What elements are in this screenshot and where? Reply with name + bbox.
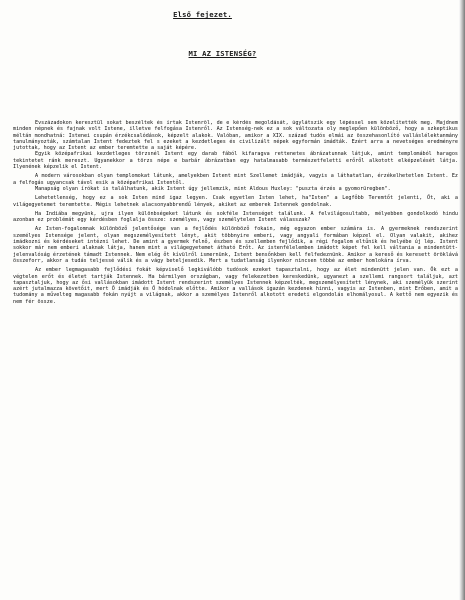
chapter-title: MI AZ ISTENSÉG?	[188, 49, 257, 58]
paragraph: A modern városokban olyan templomokat látunk, amelyekben Istent mint Szellemet imádják, vagyis a láthatatlan, érzékelhetetlen Istent. Ez a felfogás ugyancsak távol esik a középafrikai Istentől.	[13, 173, 458, 186]
paragraph: Manapság olyan írókat is találhatunk, akik Istent úgy jellemzik, mint Aldous Huxley: "puszta érzés a gyomorüregben".	[35, 185, 391, 192]
scan-edge-shadow	[459, 0, 465, 600]
chapter-body	[13, 120, 458, 590]
paragraph: Évszázadokon keresztül sokat beszéltek és írtak Istenről, de e kérdés megoldását, úgylátszik egy lépéssel sem közelítették meg. Majdnem minden népnek és fajnak volt Istene, illetve felfogása Istenről. Az Istenség-nek ez a sok változata oly meglepően különböző, hogy a szkeptikus méltán mondhatná: Istenei csupán érzékcsalódások, képzelt alakok. Valóban, amikor a XIX. század tudós elmái az összehasonlító valláslélektanmány tanulmányozták, számtalan Istent fedeztek fel s ezeket a kezdetleges és civilizált népek egyformán imádták. Ezért arra a nevetséges eredményre jutottak, hogy az Istent az ember teremtette a saját képére.	[13, 120, 458, 152]
chapter-label: Első fejezet.	[173, 10, 232, 19]
paragraph: Ha Indiába megyünk, ujra ilyen különbségeket látunk és sokféle Istenséget találunk. A felvilágosultabb, mélyebben gondolkodó hindu azonban ez problémát egy kérdésben foglalja össze: személyes, vagy személytelen Istent válasszak?	[13, 210, 458, 224]
paragraph: Lehetetlenség, hogy ez a sok Isten mind igaz legyen. Csak egyetlen Isten lehet, ha"Isten" a Legfőbb Teremtőt jelenti, Őt, aki a világegyetemet teremtette. Mégis lehetnek alacsonyabbrendű lények, akiket az emberek Istennek gondolnak.	[13, 195, 458, 208]
paragraph: Az ember legmagasabb fejlődési fokát képviselő legkiválóbb tudósok ezeket tapasztalni, hogy az élet mindenütt jelen van. Ők ezt a végtelen erőt és életet tartják Istennek. Ha bármilyen országban, vagy felekezetben kereskedünk, ugyanezt a szellemi rangsort találjuk, azt tapasztaljuk, hogy az ősi vallásokban imádott Istent rendszerint személyes Istennek képzelték, megszemélyesített lénynek, aki személyük szerint azért jutalmazza követőit, mert Ő imádják és Ő hódolnak előtte. Amikor a vallások igazán kezdenek hinni, vagyis az Istenben, mint Erőben, amit a tudomány a művelteg magasabb fokán nyújt a világnak, akkor a személyes Istenről alkotott eredeti elgondolás elhomályosul. A kettő nem egyezik és nem fér össze.	[13, 267, 458, 305]
paragraph: Az Isten-fogalomnak különböző jelentősége van a fejlődés különböző fokain, még egyazon ember számára is. A gyermeknek rendszerint személyes Istensége jelent, olyan megszemélyesített lényt, akit többnyire emberi, vagy angyali formában képzel el. Olyan valakit, akihez imádkozni és kérdéseket intézni lehet. De amint a gyermek felnő, észben és szellemben fejlődik, a régi fogalom eltűnik és helyébe új lép. Istent sokkor már nem emberi alaknak látja, hanem mint a világegyetemet átható Erőt. Az istenfélelemben imádott képet fel kell váltania a mindentütt-jelenvalóság érzetének támadt Istennek. Nem elég őt kívülről ismernünk, Istent bensőnkben kell felfedeznünk. Amikor a kereső és keresett öröklává összeforr, akkor a tudás teljessé válik és a vágy beteljesedik. Mert a tudatlanság ilyenkor nincsen többé az ember homlokára írva.	[13, 226, 458, 264]
paragraph: Egyik középafrikai kezdetleges törzsnél Istent egy darab fából kifaragva rettenetes ábrázatunnak látjuk, amint templomából haragos tekintetet ránk mereszt. Ugyanekkor a törzs népe e barbár ábrázatban egy hatalmasabb természetfeletti erőről alkotott elképzelését látja. Ilyenének képzelik el Istent.	[13, 151, 458, 171]
